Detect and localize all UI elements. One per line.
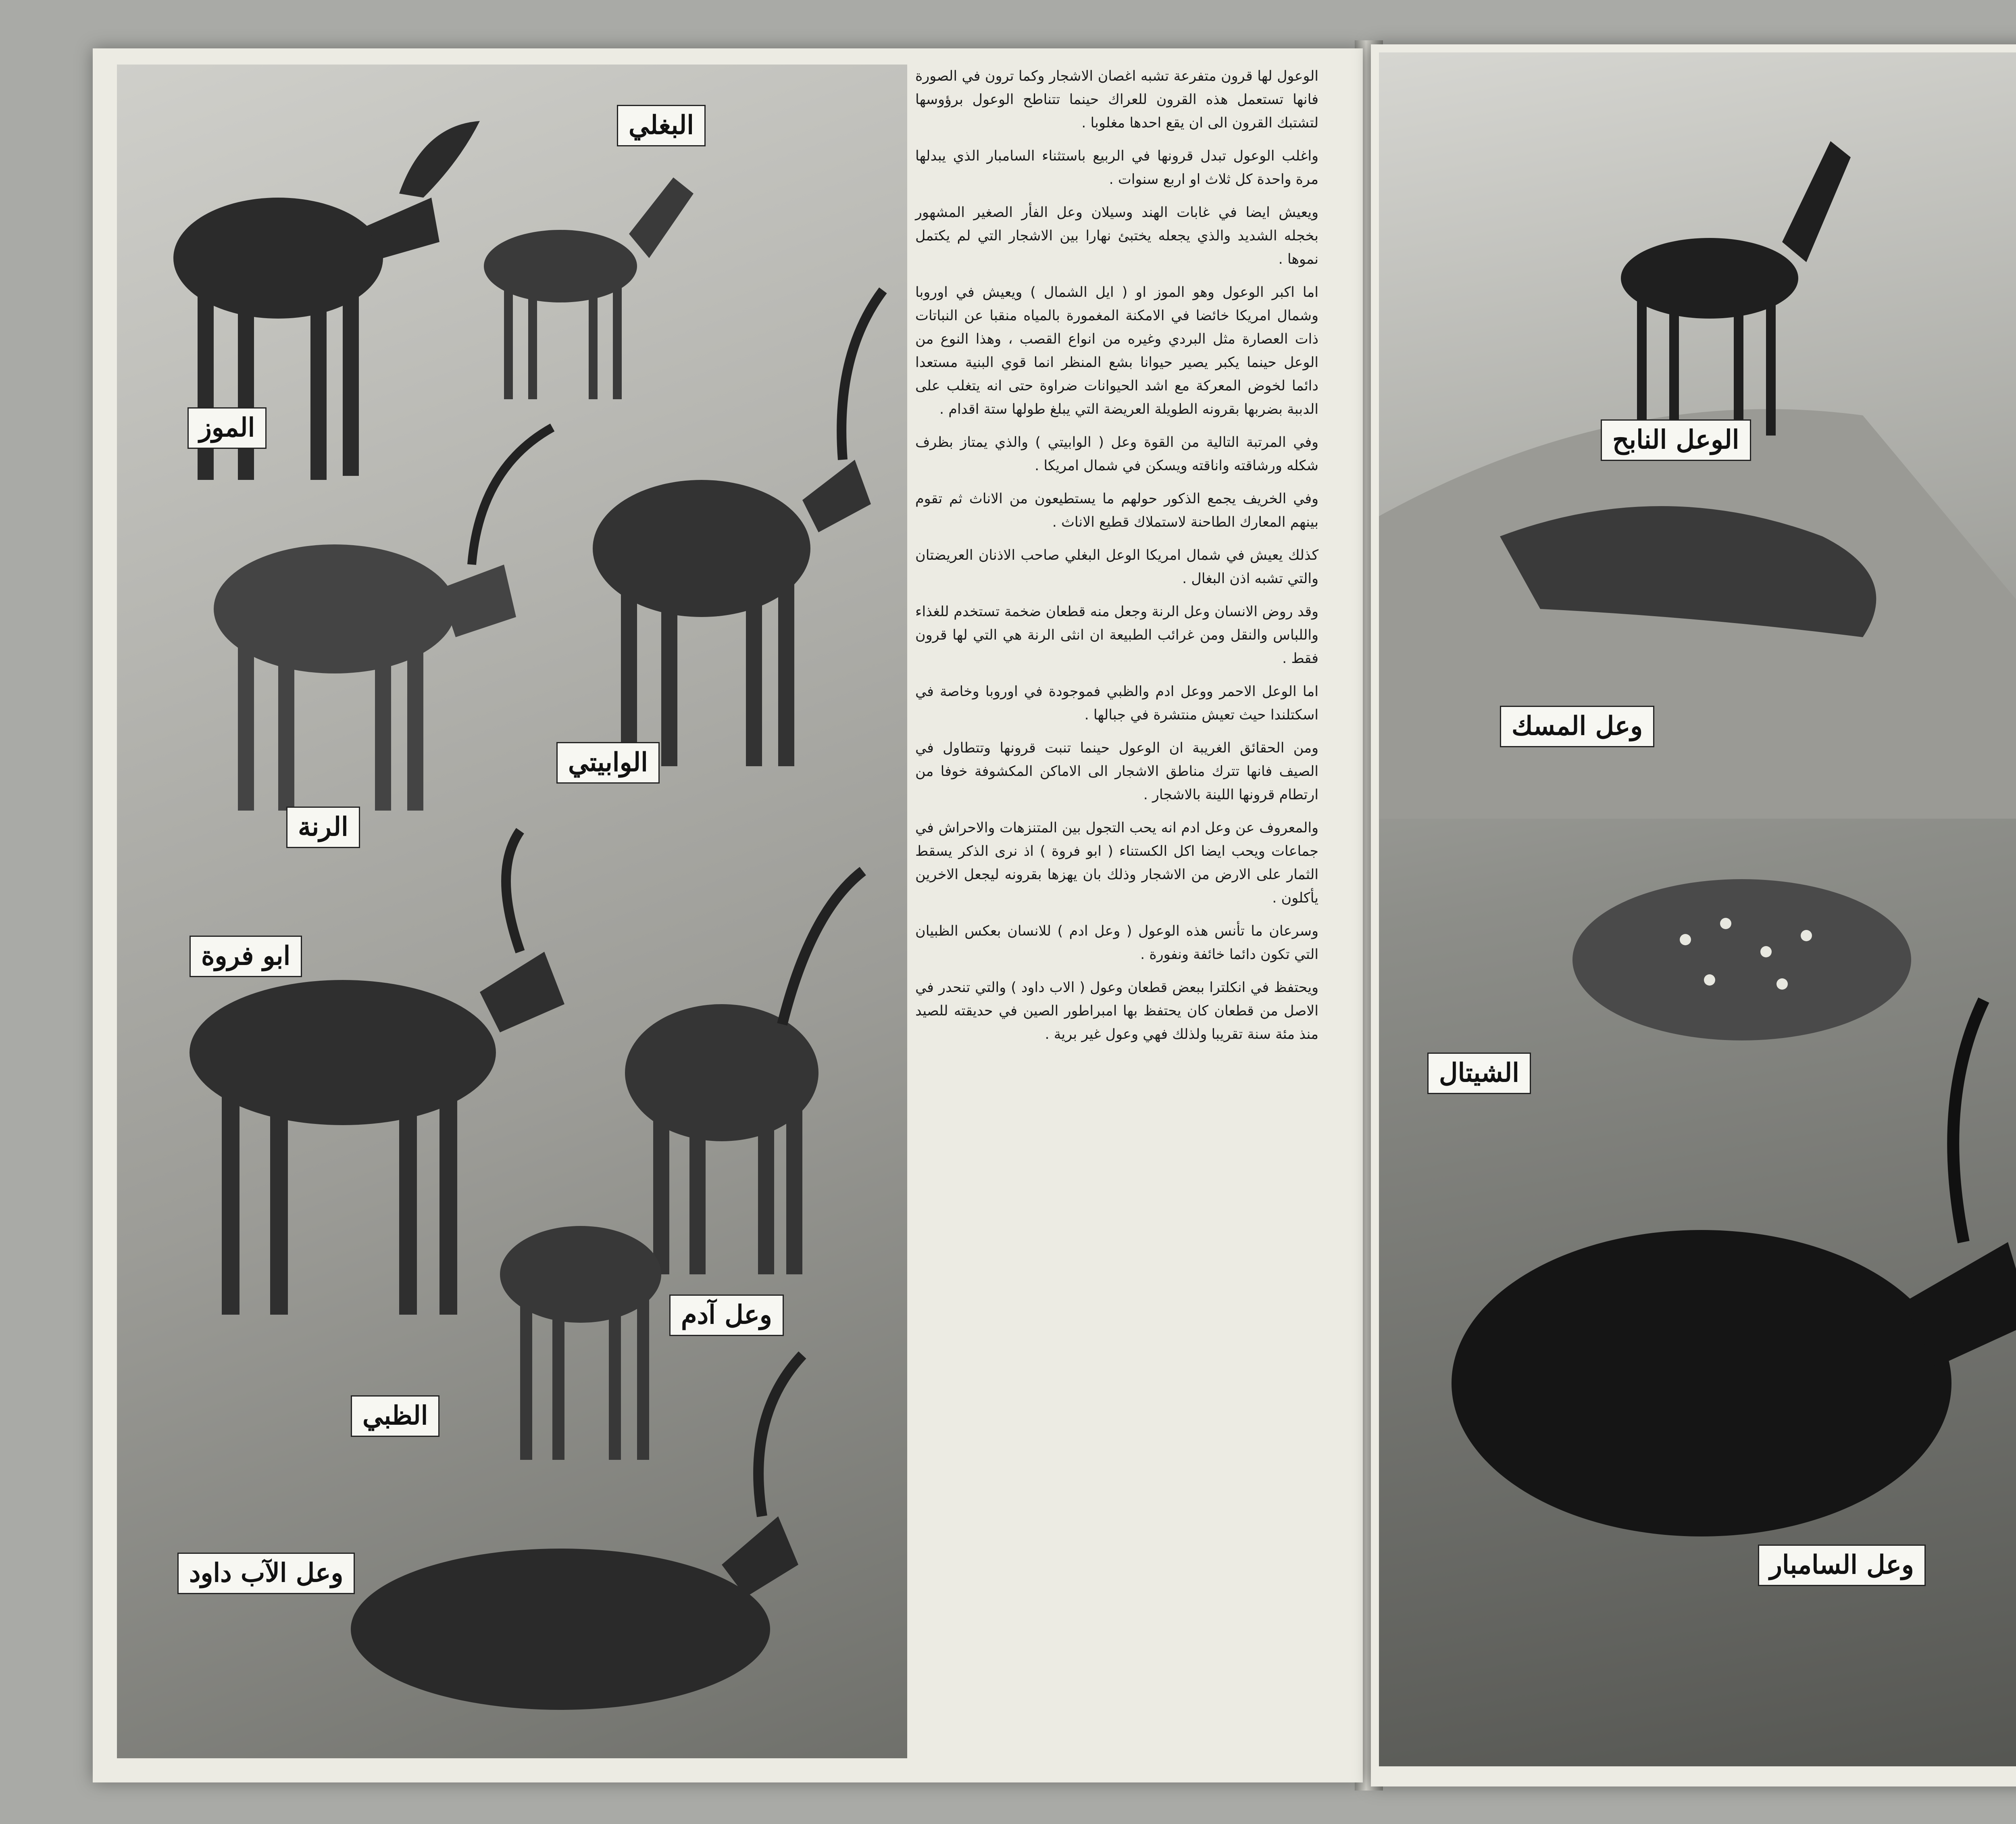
label-reindeer: الرنة [286,807,360,848]
paragraph: الوعول لها قرون متفرعة تشبه اغصان الاشجار وكما ترون في الصورة فانها تستعمل هذه القرون للعراك حينما تتناطح الوعول برؤوسها لتشتبك القرون الى ان يقع احدها مغلوبا . [915,68,1318,131]
label-mule-deer: البغلي [617,105,706,146]
label-pere-david-deer: وعل الآب داود [177,1553,355,1594]
paragraph: كذلك يعيش في شمال امريكا الوعل البغلي صاحب الاذنان العريضتان والتي تشبه اذن البغال . [915,547,1318,587]
label-chital: الشيتال [1427,1053,1531,1094]
label-wapiti: الوابيتي [556,742,660,784]
paragraph: ومن الحقائق الغريبة ان الوعول حينما تنبت قرونها وتتطاول في الصيف فانها تترك مناطق الاشجار الى الاماكن المكشوفة خوفا من ارتطام قرونها اللينة بالاشجار . [915,740,1318,803]
paragraph: وسرعان ما تأنس هذه الوعول ( وعل ادم ) للانسان بعكس الظبيان التي تكون دائما خائفة ونفورة . [915,923,1318,963]
right-page [1371,44,2016,1786]
paragraph: والمعروف عن وعل ادم انه يحب التجول بين المتنزهات والاحراش في جماعات ويحب ايضا اكل الكستناء ( ابو فروة ) اذ نرى الذكر يسقط الثمار على الارض من الاشجار وذلك بان يهزها بقرونه ليجعل الاخرين يأكلون . [915,820,1318,906]
paragraph: ويعيش ايضا في غابات الهند وسيلان وعل الفأر الصغير المشهور بخجله الشديد والذي يجعله يختبئ نهارا بين الاشجار التي لم يكتمل نموها . [915,204,1318,267]
left-article-column [915,65,1318,1056]
label-fallow-deer: وعل آدم [669,1295,784,1336]
label-red-deer: ابو فروة [190,936,302,977]
paragraph: وفي الخريف يجمع الذكور حولهم ما يستطيعون من الاناث ثم تقوم بينهم المعارك الطاحنة لاستملاك قطيع الاناث . [915,491,1318,530]
label-musk-deer: وعل المسك [1500,706,1654,747]
label-moose: الموز [187,407,267,449]
label-roe-deer: الظبي [351,1395,439,1437]
deer-species-illustration [117,65,907,1758]
paragraph: اما اكبر الوعول وهو الموز او ( ايل الشمال ) ويعيش في اوروبا وشمال امريكا خائضا في الامكنة المغمورة بالمياه منقبا عن النباتات ذات العصارة مثل البردي وغيره من انواع القصب ، وهذا النوع من الوعل حينما يكبر يصير حيوانا بشع المنظر انما قوي البنية مستعدا دائما لخوض المعركة مع اشد الحيوانات ضراوة حتى انه يتغلب على الدببة بضربها بقرونه الطويلة العريضة التي يبلغ طولها ستة اقدام . [915,284,1318,417]
paragraph: اما الوعل الاحمر ووعل ادم والظبي فموجودة في اوروبا وخاصة في اسكتلندا حيث تعيش منتشرة في جبالها . [915,684,1318,723]
paragraph: وفي المرتبة التالية من القوة وعل ( الوابيتي ) والذي يمتاز بظرف شكله ورشاقته واناقته ويسكن في شمال امريكا . [915,434,1318,474]
left-page [93,48,1363,1782]
paragraph: ويحتفظ في انكلترا ببعض قطعان وعول ( الاب داود ) والتي تنحدر في الاصل من قطعان كان يحتفظ بها امبراطور الصين في حديقته للصيد منذ مئة سنة تقريبا ولذلك فهي وعول غير برية . [915,980,1318,1042]
label-sambar: وعل السامبار [1758,1545,1926,1586]
paragraph: وقد روض الانسان وعل الرنة وجعل منه قطعان ضخمة تستخدم للغذاء واللباس والنقل ومن غرائب الطبيعة ان انثى الرنة هي التي لها قرون فقط . [915,604,1318,667]
deer-scene-illustration [1379,52,2016,1766]
label-barking-deer: الوعل النابح [1601,419,1751,461]
paragraph: واغلب الوعول تبدل قرونها في الربيع باستثناء السامبار الذي يبدلها مرة واحدة كل ثلاث او اربع سنوات . [915,148,1318,188]
